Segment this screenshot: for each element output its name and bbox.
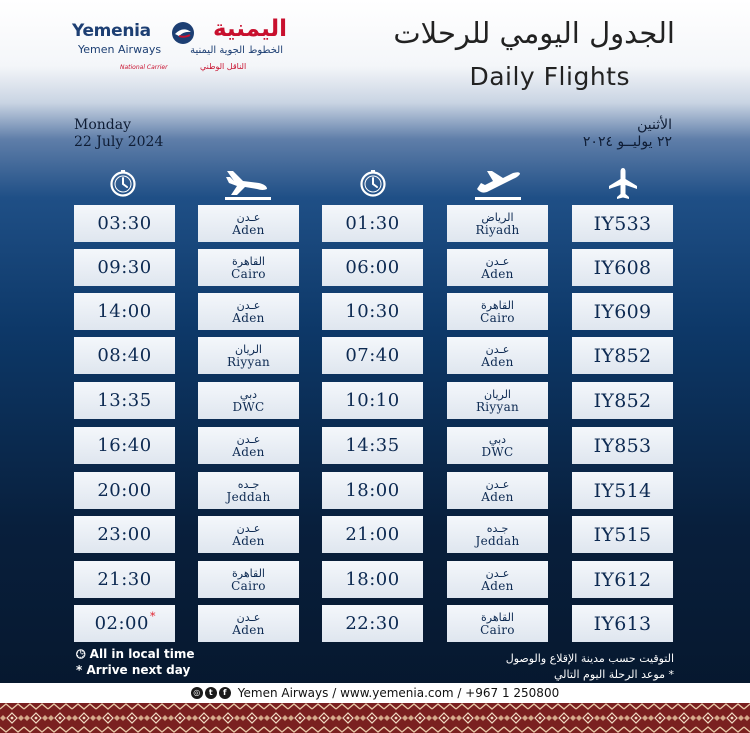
flight-number-cell xyxy=(572,293,673,330)
clock-icon xyxy=(98,164,148,204)
destination-city-en: Aden xyxy=(232,222,265,237)
departure-time: 10:10 xyxy=(345,390,400,411)
origin-city-ar: القاهرة xyxy=(481,298,514,312)
arrival-time: 23:00 xyxy=(97,524,152,545)
arrival-time-cell xyxy=(74,293,175,330)
instagram-icon[interactable]: ◎ xyxy=(191,687,203,699)
origin-city-ar: دبي xyxy=(488,432,507,446)
destination-city-en: Aden xyxy=(232,444,265,459)
destination-city-ar: عـدن xyxy=(236,432,261,446)
arrival-time: 16:40 xyxy=(97,435,152,456)
flight-number: IY533 xyxy=(593,212,652,235)
origin-city-cell xyxy=(447,427,548,464)
date-ar xyxy=(583,117,672,151)
destination-city-en: Riyyan xyxy=(226,354,271,369)
departure-time: 14:35 xyxy=(345,435,400,456)
page-title-en: Daily Flights xyxy=(469,62,630,91)
arrival-time: 02:00 xyxy=(94,613,149,634)
origin-city-ar: الريان xyxy=(484,387,511,401)
origin-city-ar: عـدن xyxy=(485,477,510,491)
flight-number: IY853 xyxy=(593,434,652,457)
national-carrier-en: National Carrier xyxy=(120,64,168,71)
flight-number: IY852 xyxy=(593,389,652,412)
next-day-note-ar: * موعد الرحلة اليوم التالي xyxy=(553,668,674,681)
arrival-time-cell xyxy=(74,249,175,286)
origin-city-cell xyxy=(447,605,548,642)
departure-time-cell xyxy=(322,249,423,286)
page-title-ar: الجدول اليومي للرحلات xyxy=(393,16,675,50)
departure-time-cell xyxy=(322,205,423,242)
facebook-icon[interactable]: f xyxy=(219,687,231,699)
origin-city-en: Aden xyxy=(481,578,514,593)
weekday-en: Monday xyxy=(74,117,131,133)
brand-name-en: Yemenia xyxy=(72,21,151,41)
brand-subtitle-ar: الخطوط الجوية اليمنية xyxy=(190,45,283,56)
flight-number-cell xyxy=(572,561,673,598)
arrival-time-cell xyxy=(74,605,175,642)
origin-city-en: Jeddah xyxy=(475,533,520,548)
clock-icon xyxy=(348,164,398,204)
origin-city-cell xyxy=(447,205,548,242)
destination-city-ar: القاهرة xyxy=(232,254,265,268)
flight-number-cell xyxy=(572,382,673,419)
destination-city-en: DWC xyxy=(232,399,265,414)
local-time-note-en: 🕒︎ All in local time xyxy=(76,647,195,661)
destination-city-en: Jeddah xyxy=(226,489,271,504)
destination-city-cell xyxy=(198,516,299,553)
local-time-note-ar: التوقيت حسب مدينة الإقلاع والوصول xyxy=(505,652,674,665)
destination-city-ar: عـدن xyxy=(236,521,261,535)
destination-city-cell xyxy=(198,605,299,642)
departure-time: 06:00 xyxy=(345,257,400,278)
departure-time-cell xyxy=(322,427,423,464)
flight-number: IY608 xyxy=(593,256,652,279)
destination-city-cell xyxy=(198,382,299,419)
origin-city-cell xyxy=(447,472,548,509)
bird-emblem-icon xyxy=(170,20,196,46)
yemenia-logo xyxy=(72,18,287,78)
origin-city-cell xyxy=(447,382,548,419)
destination-city-cell xyxy=(198,472,299,509)
destination-city-cell xyxy=(198,205,299,242)
destination-city-cell xyxy=(198,337,299,374)
origin-city-ar: عـدن xyxy=(485,342,510,356)
arrival-time-cell xyxy=(74,205,175,242)
arrival-time: 13:35 xyxy=(97,390,152,411)
departure-time-cell xyxy=(322,382,423,419)
departure-time-cell xyxy=(322,605,423,642)
weekday-ar: الأثنين xyxy=(637,117,672,133)
destination-city-en: Aden xyxy=(232,622,265,637)
origin-city-en: Cairo xyxy=(480,310,515,325)
destination-city-ar: عـدن xyxy=(236,210,261,224)
departure-time-cell xyxy=(322,472,423,509)
departure-time-cell xyxy=(322,561,423,598)
origin-city-ar: القاهرة xyxy=(481,610,514,624)
origin-city-cell xyxy=(447,293,548,330)
destination-city-cell xyxy=(198,249,299,286)
national-carrier-ar: الناقل الوطني xyxy=(200,62,247,71)
destination-city-ar: عـدن xyxy=(236,298,261,312)
next-day-note-en: * Arrive next day xyxy=(76,663,191,677)
flight-number: IY609 xyxy=(593,300,652,323)
takeoff-icon xyxy=(473,164,523,204)
destination-city-ar: القاهرة xyxy=(232,566,265,580)
origin-city-en: Aden xyxy=(481,266,514,281)
departure-time: 21:00 xyxy=(345,524,400,545)
origin-city-cell xyxy=(447,516,548,553)
flight-number: IY852 xyxy=(593,344,652,367)
contact-text: Yemen Airways / www.yemenia.com / +967 1 250800 xyxy=(237,686,560,700)
departure-time: 01:30 xyxy=(345,213,400,234)
notes-ar xyxy=(506,651,674,683)
footer-contact-bar xyxy=(0,683,750,703)
departure-time: 07:40 xyxy=(345,345,400,366)
departure-time-cell xyxy=(322,337,423,374)
full-date-en: 22 July 2024 xyxy=(74,134,164,150)
departure-time: 22:30 xyxy=(345,613,400,634)
departure-time: 18:00 xyxy=(345,569,400,590)
brand-subtitle-en: Yemen Airways xyxy=(78,43,162,56)
departure-time-cell xyxy=(322,516,423,553)
arrival-time-cell xyxy=(74,382,175,419)
twitter-icon[interactable]: t xyxy=(205,687,217,699)
arrival-time: 20:00 xyxy=(97,480,152,501)
flight-number-cell xyxy=(572,472,673,509)
origin-city-ar: جـده xyxy=(486,521,509,535)
destination-city-en: Aden xyxy=(232,533,265,548)
origin-city-en: DWC xyxy=(481,444,514,459)
arrival-time-cell xyxy=(74,561,175,598)
flight-number-cell xyxy=(572,427,673,464)
destination-city-ar: دبي xyxy=(239,387,258,401)
destination-city-en: Aden xyxy=(232,310,265,325)
departure-time-cell xyxy=(322,293,423,330)
departure-time: 10:30 xyxy=(345,301,400,322)
flight-number: IY613 xyxy=(593,612,652,635)
flight-number-cell xyxy=(572,337,673,374)
flight-number: IY515 xyxy=(593,523,652,546)
brand-name-ar: اليمنية xyxy=(212,16,287,42)
origin-city-en: Cairo xyxy=(480,622,515,637)
origin-city-en: Aden xyxy=(481,489,514,504)
arrival-time-cell xyxy=(74,337,175,374)
flight-number-cell xyxy=(572,516,673,553)
departure-time: 18:00 xyxy=(345,480,400,501)
arrival-time: 03:30 xyxy=(97,213,152,234)
landing-icon xyxy=(223,164,273,204)
destination-city-en: Cairo xyxy=(231,578,266,593)
full-date-ar: ٢٢ يوليــو ٢٠٢٤ xyxy=(582,134,672,150)
arrival-time-cell xyxy=(74,427,175,464)
arrival-time: 09:30 xyxy=(97,257,152,278)
arrival-time: 21:30 xyxy=(97,569,152,590)
flight-number: IY612 xyxy=(593,568,652,591)
origin-city-ar: عـدن xyxy=(485,566,510,580)
origin-city-en: Riyyan xyxy=(475,399,520,414)
origin-city-en: Aden xyxy=(481,354,514,369)
airplane-icon xyxy=(598,164,648,204)
decorative-pattern-band xyxy=(0,703,750,733)
arrival-time: 14:00 xyxy=(97,301,152,322)
destination-city-ar: عـدن xyxy=(236,610,261,624)
next-day-marker: * xyxy=(149,610,156,623)
origin-city-cell xyxy=(447,249,548,286)
flight-number-cell xyxy=(572,605,673,642)
social-icons xyxy=(191,687,231,699)
origin-city-cell xyxy=(447,337,548,374)
destination-city-cell xyxy=(198,427,299,464)
destination-city-ar: جـده xyxy=(237,477,260,491)
origin-city-en: Riyadh xyxy=(475,222,520,237)
date-en xyxy=(74,117,163,151)
origin-city-ar: عـدن xyxy=(485,254,510,268)
arrival-time: 08:40 xyxy=(97,345,152,366)
notes-en xyxy=(76,646,195,678)
origin-city-cell xyxy=(447,561,548,598)
destination-city-cell xyxy=(198,561,299,598)
flight-number-cell xyxy=(572,249,673,286)
arrival-time-cell xyxy=(74,472,175,509)
flight-number-cell xyxy=(572,205,673,242)
origin-city-ar: الرياض xyxy=(481,210,514,224)
destination-city-cell xyxy=(198,293,299,330)
flight-number: IY514 xyxy=(593,479,652,502)
destination-city-ar: الريان xyxy=(235,342,262,356)
destination-city-en: Cairo xyxy=(231,266,266,281)
arrival-time-cell xyxy=(74,516,175,553)
